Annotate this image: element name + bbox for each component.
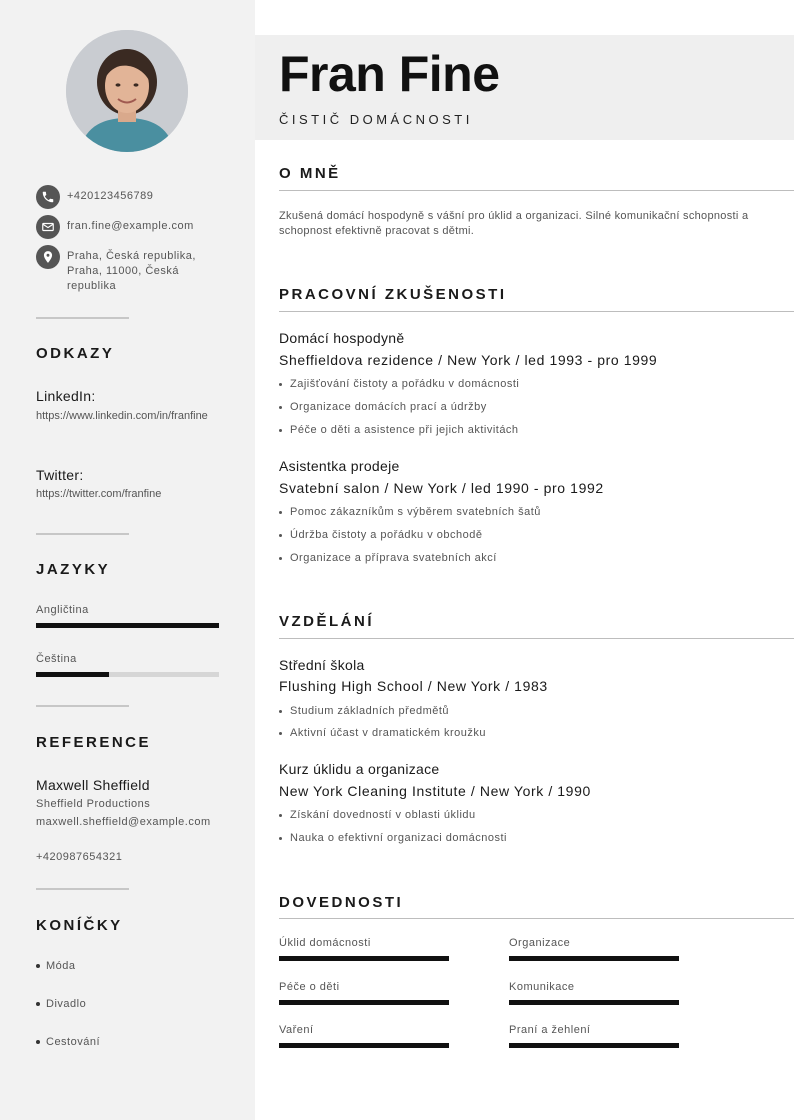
contact-phone (36, 185, 217, 209)
job-title: Domácí hospodyně (279, 330, 405, 346)
language-name: Angličtina (36, 604, 89, 616)
skill-name: Praní a žehlení (509, 1024, 591, 1036)
bullet-item: Studium základních předmětů (279, 705, 449, 717)
reference-heading: REFERENCE (36, 734, 152, 751)
contact-email (36, 215, 217, 239)
reference-name: Maxwell Sheffield (36, 777, 150, 793)
about-text: Zkušená domácí hospodyně s vášní pro úklid a organizaci. Silné komunikační schopnosti a schopnost efektivně pracovat s dětmi. (279, 210, 749, 237)
skill-name: Organizace (509, 937, 571, 949)
section-rule (279, 638, 794, 639)
email-text: fran.fine@example.com (67, 220, 194, 232)
location-pin-icon (36, 245, 60, 269)
section-rule (279, 918, 794, 919)
skill-name: Komunikace (509, 981, 575, 993)
job-subtitle: Sheffieldova rezidence / New York / led 1993 - pro 1999 (279, 352, 658, 368)
avatar (66, 30, 188, 152)
bullet-item: Aktivní účast v dramatickém kroužku (279, 727, 486, 739)
education-subtitle: New York Cleaning Institute / New York / 1990 (279, 783, 591, 799)
divider (36, 317, 129, 319)
skill-level-fill (279, 1000, 449, 1005)
twitter-label: Twitter: (36, 467, 84, 483)
experience-heading: PRACOVNÍ ZKUŠENOSTI (279, 286, 507, 303)
phone-icon (36, 185, 60, 209)
education-title: Střední škola (279, 657, 365, 673)
language-level-fill (36, 672, 109, 677)
education-subtitle: Flushing High School / New York / 1983 (279, 678, 548, 694)
bullet-item: Pomoc zákazníkům s výběrem svatebních šatů (279, 506, 541, 518)
bullet-item: Získání dovedností v oblasti úklidu (279, 809, 476, 821)
divider (36, 888, 129, 890)
language-level-fill (36, 623, 219, 628)
links-heading: ODKAZY (36, 345, 115, 362)
language-level-bar (36, 672, 219, 677)
section-rule (279, 190, 794, 191)
skill-level-bar (509, 1043, 679, 1048)
contact-address (36, 245, 217, 294)
skill-level-bar (509, 956, 679, 961)
job-title: Asistentka prodeje (279, 458, 400, 474)
job-subtitle: Svatební salon / New York / led 1990 - pro 1992 (279, 480, 604, 496)
bullet-item: Péče o děti a asistence při jejich aktivitách (279, 424, 519, 436)
skill-level-bar (279, 1000, 449, 1005)
about-heading: O MNĚ (279, 165, 341, 182)
skill-level-bar (279, 1043, 449, 1048)
bullet-item: Organizace domácích prací a údržby (279, 401, 487, 413)
skill-level-fill (509, 956, 679, 961)
bullet-item: Údržba čistoty a pořádku v obchodě (279, 529, 483, 541)
skills-heading: DOVEDNOSTI (279, 894, 404, 911)
header-banner (255, 35, 794, 140)
job-role: ČISTIČ DOMÁCNOSTI (279, 112, 473, 127)
education-heading: VZDĚLÁNÍ (279, 613, 374, 630)
education-title: Kurz úklidu a organizace (279, 761, 440, 777)
bullet-item: Zajišťování čistoty a pořádku v domácnosti (279, 378, 519, 390)
reference-email: maxwell.sheffield@example.com (36, 816, 211, 828)
skill-name: Vaření (279, 1024, 314, 1036)
bullet-item: Nauka o efektivní organizaci domácnosti (279, 832, 507, 844)
section-rule (279, 311, 794, 312)
phone-text: +420123456789 (67, 190, 154, 202)
hobbies-heading: KONÍČKY (36, 917, 123, 934)
skill-level-fill (279, 1043, 449, 1048)
skill-level-fill (509, 1043, 679, 1048)
person-name: Fran Fine (279, 46, 500, 102)
language-level-bar (36, 623, 219, 628)
skill-name: Úklid domácnosti (279, 937, 371, 949)
hobby-item: Cestování (36, 1036, 100, 1048)
address-text: Praha, Česká republika, Praha, 11000, Česká republika (67, 250, 196, 292)
reference-company: Sheffield Productions (36, 798, 151, 810)
reference-phone: +420987654321 (36, 851, 123, 863)
divider (36, 533, 129, 535)
skill-level-fill (279, 956, 449, 961)
language-name: Čeština (36, 653, 77, 665)
mail-icon (36, 215, 60, 239)
languages-heading: JAZYKY (36, 561, 111, 578)
sidebar (0, 0, 255, 1120)
hobby-item: Móda (36, 960, 76, 972)
divider (36, 705, 129, 707)
linkedin-label: LinkedIn: (36, 388, 96, 404)
hobby-item: Divadlo (36, 998, 86, 1010)
twitter-link[interactable]: https://twitter.com/franfine (36, 488, 162, 500)
skill-level-bar (509, 1000, 679, 1005)
skill-level-fill (509, 1000, 679, 1005)
skill-level-bar (279, 956, 449, 961)
linkedin-link[interactable]: https://www.linkedin.com/in/franfine (36, 410, 208, 422)
skill-name: Péče o děti (279, 981, 340, 993)
bullet-item: Organizace a příprava svatebních akcí (279, 552, 497, 564)
